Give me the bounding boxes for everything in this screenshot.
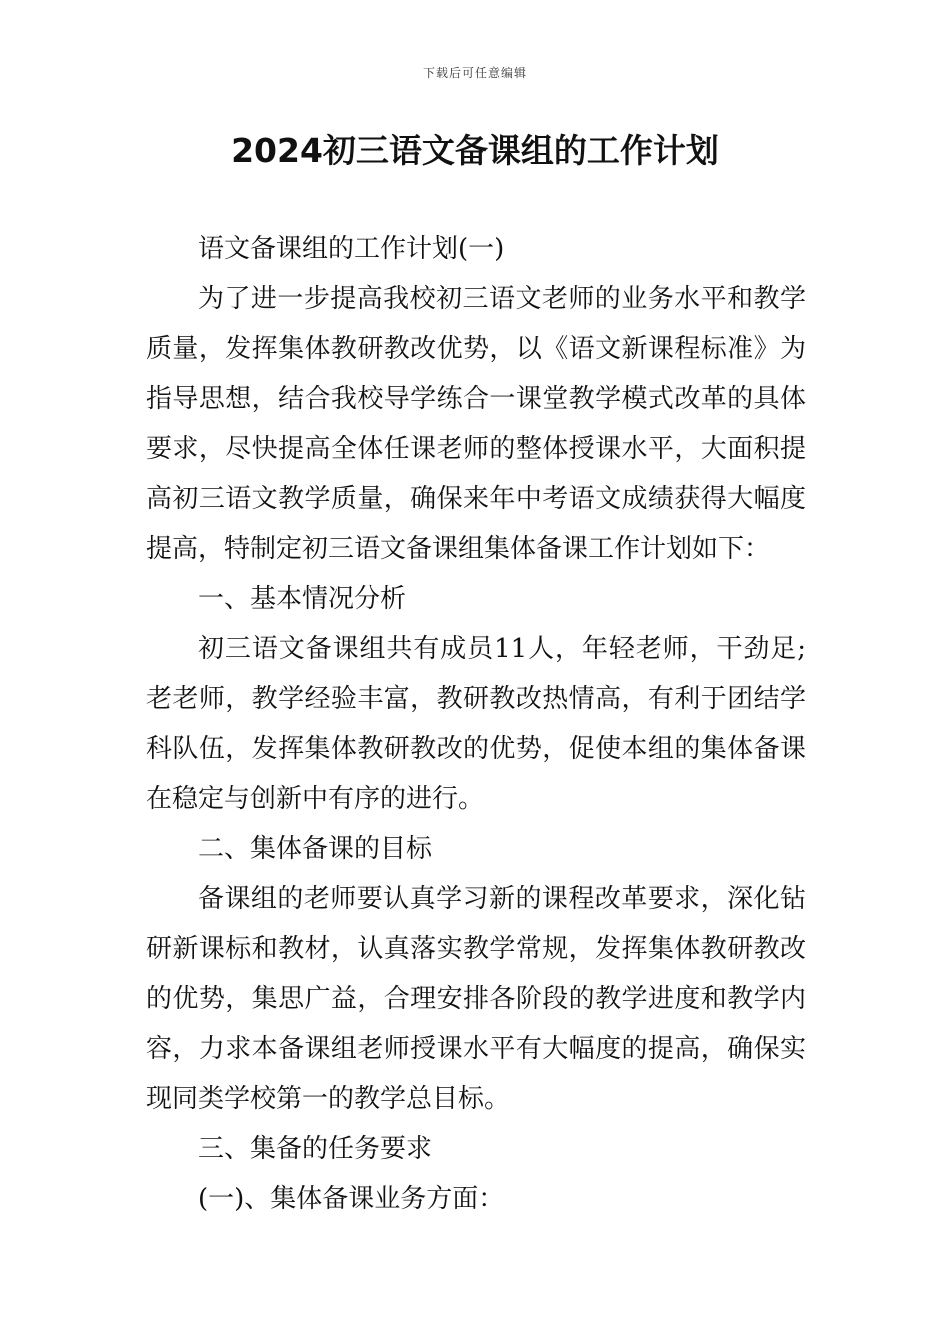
section-heading-2: 二、集体备课的目标 xyxy=(198,834,433,864)
subsection-heading-1: (一)、集体备课业务方面： xyxy=(198,1184,505,1214)
section-2-paragraph: 备课组的老师要认真学习新的课程改革要求，深化钻研新课标和教材，认真落实教学常规，发挥集体教研教改的优势，集思广益，合理安排各阶段的教学进度和教学内容，力求本备课组老师授课水平有大幅度的提高，确保实现同类学校第一的教学总目标。 xyxy=(146,884,806,1114)
header-note: 下载后可任意编辑 xyxy=(422,66,527,80)
document-body xyxy=(146,224,806,1224)
section-heading-1: 一、基本情况分析 xyxy=(198,584,407,614)
section-1-paragraph: 初三语文备课组共有成员11人，年轻老师，干劲足;老老师，教学经验丰富，教研教改热情高，有利于团结学科队伍，发挥集体教研教改的优势，促使本组的集体备课在稳定与创新中有序的进行。 xyxy=(146,634,806,814)
subtitle-paragraph: 语文备课组的工作计划(一) xyxy=(198,234,505,264)
document-title: 2024初三语文备课组的工作计划 xyxy=(231,131,719,170)
section-heading-3: 三、集备的任务要求 xyxy=(198,1134,433,1164)
intro-paragraph: 为了进一步提高我校初三语文老师的业务水平和教学质量，发挥集体教研教改优势，以《语文新课程标准》为指导思想，结合我校导学练合一课堂教学模式改革的具体要求，尽快提高全体任课老师的整体授课水平，大面积提高初三语文教学质量，确保来年中考语文成绩获得大幅度提高，特制定初三语文备课组集体备课工作计划如下： xyxy=(146,284,806,564)
